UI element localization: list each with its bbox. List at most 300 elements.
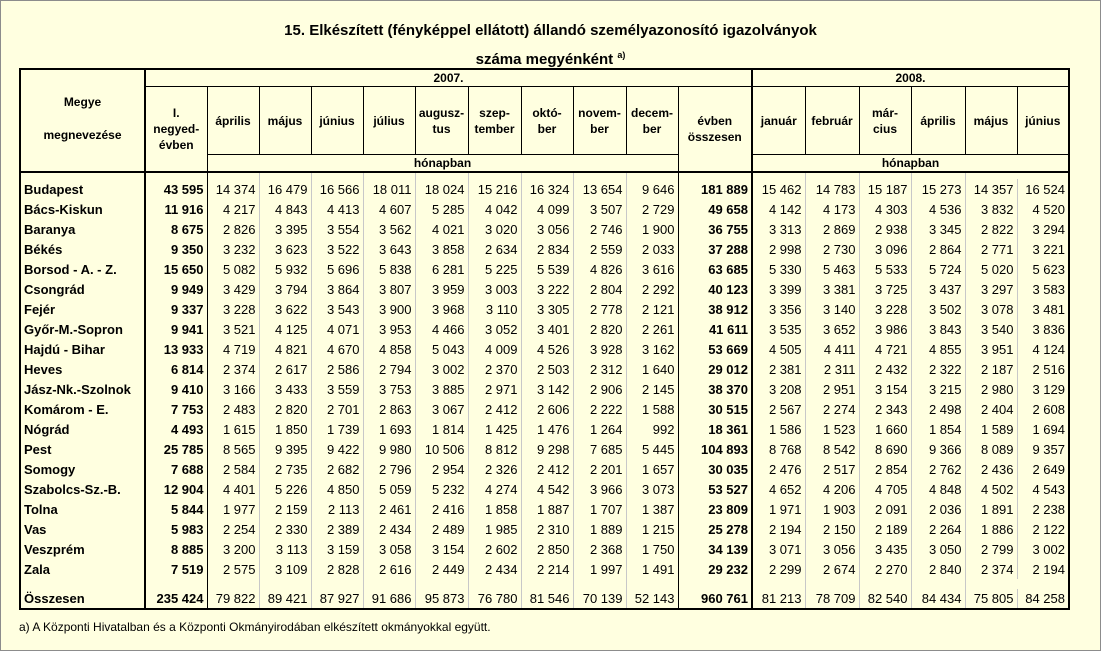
month-value-2007: 3 067 (415, 399, 468, 419)
month-value-2008: 3 050 (911, 539, 965, 559)
month-header-2007 (626, 87, 678, 155)
month-value-2007: 3 228 (207, 299, 259, 319)
spacer-cell (965, 172, 1017, 179)
month-value-2007: 15 216 (468, 179, 521, 199)
month-value-2007: 2 850 (521, 539, 573, 559)
county-name: Győr-M.-Sopron (20, 319, 145, 339)
month-value-2008: 4 505 (768, 341, 802, 357)
county-name: Hajdú - Bihar (20, 339, 145, 359)
q1-value: 235 424 (145, 589, 207, 609)
header-text-line: I. (172, 106, 180, 120)
month-value-2007: 3 522 (311, 239, 363, 259)
month-value-2007: 4 526 (521, 339, 573, 359)
month-value-2007: 4 670 (311, 339, 363, 359)
month-value-2008: 2 674 (805, 559, 859, 579)
q1-header (145, 87, 207, 173)
month-value-2007: 9 646 (626, 179, 678, 199)
month-value-2007: 3 794 (259, 279, 311, 299)
month-value-2008: 3 096 (859, 239, 911, 259)
header-row-months (20, 87, 1069, 155)
month-value-2008: 9 366 (911, 439, 965, 459)
month-value-2007: 2 735 (259, 459, 311, 479)
month-value-2007: 2 606 (521, 399, 573, 419)
month-value-2008: 3 583 (1017, 279, 1069, 299)
page-title (0, 18, 1101, 72)
month-value-2007: 13 654 (573, 179, 626, 199)
month-value-2007: 3 003 (468, 279, 521, 299)
month-value-2007: 3 623 (259, 239, 311, 259)
spacer-cell (415, 172, 468, 179)
month-value-2007: 1 887 (521, 499, 573, 519)
q1-value: 9 941 (170, 321, 204, 337)
month-value-2007: 4 858 (363, 339, 415, 359)
month-value-2008: 2 264 (911, 519, 965, 539)
month-value-2007: 3 073 (626, 479, 678, 499)
month-value-2007: 5 932 (259, 259, 311, 279)
month-value-2007: 3 058 (363, 539, 415, 559)
q1-value: 9 337 (170, 301, 204, 317)
month-value-2007: 3 543 (311, 299, 363, 319)
header-text-line: április (920, 113, 956, 128)
month-value-2007: 3 166 (207, 379, 259, 399)
month-value-2008: 2 649 (1017, 459, 1069, 479)
month-value-2007: 2 820 (573, 319, 626, 339)
month-header-2007 (259, 87, 311, 155)
month-value-2007: 1 215 (626, 519, 678, 539)
month-value-2007: 3 807 (363, 279, 415, 299)
month-value-2007: 4 719 (207, 339, 259, 359)
month-value-2008: 2 311 (805, 359, 859, 379)
spacer-cell (678, 579, 752, 589)
month-header-2007 (468, 87, 521, 155)
month-value-2007: 2 145 (626, 379, 678, 399)
month-value-2008: 4 206 (805, 479, 859, 499)
year-2007-header: 2007. (145, 69, 752, 87)
county-name: Pest (20, 439, 145, 459)
month-value-2008: 2 432 (859, 359, 911, 379)
month-value-2007: 4 826 (573, 259, 626, 279)
month-value-2008: 4 520 (1017, 199, 1069, 219)
header-text-line: decem- (630, 105, 674, 120)
q1-value: 9 410 (170, 381, 204, 397)
spacer-cell (311, 579, 363, 589)
month-value-2007: 52 143 (626, 589, 678, 609)
q1-value: 4 493 (170, 421, 204, 437)
year-total-value: 29 012 (678, 359, 752, 379)
month-value-2007: 2 778 (573, 299, 626, 319)
month-value-2007: 3 968 (415, 299, 468, 319)
county-name: Csongrád (20, 279, 145, 299)
month-value-2007: 2 826 (207, 219, 259, 239)
data-table (19, 68, 1070, 610)
month-header-2008 (911, 87, 965, 155)
month-value-2007: 1 588 (626, 399, 678, 419)
month-value-2007: 3 959 (415, 279, 468, 299)
month-value-2008: 14 357 (965, 179, 1017, 199)
q1-value: 13 933 (163, 341, 204, 357)
month-value-2008: 2 476 (768, 461, 802, 477)
header-text-line: ber (642, 121, 662, 136)
month-value-2008: 3 215 (911, 379, 965, 399)
month-value-2007: 7 685 (573, 439, 626, 459)
spacer-cell (805, 172, 859, 179)
month-value-2008: 2 869 (805, 219, 859, 239)
month-value-2007: 3 109 (259, 559, 311, 579)
month-value-2008: 4 848 (911, 479, 965, 499)
month-value-2008: 8 089 (965, 439, 1017, 459)
month-value-2007: 2 834 (521, 239, 573, 259)
month-value-2007: 89 421 (259, 589, 311, 609)
spacer-cell (859, 579, 911, 589)
title-line-1: 15. Elkészített (fényképpel ellátott) állandó személyazonosító igazolványok (284, 22, 817, 39)
spacer-cell (911, 579, 965, 589)
month-value-2007: 3 507 (573, 199, 626, 219)
month-value-2007: 2 682 (311, 459, 363, 479)
spacer-cell (363, 172, 415, 179)
month-value-2007: 2 804 (573, 279, 626, 299)
month-value-2008: 3 071 (768, 541, 802, 557)
month-value-2008: 5 330 (768, 261, 802, 277)
month-header-2008 (859, 87, 911, 155)
month-value-2008: 3 313 (768, 221, 802, 237)
header-text-line: évben (158, 138, 194, 152)
header-text-line: április (215, 113, 251, 128)
month-value-2007: 3 305 (521, 299, 573, 319)
month-value-2008: 2 517 (805, 459, 859, 479)
month-header-2007 (363, 87, 415, 155)
header-text-line: összesen (687, 130, 742, 144)
month-value-2007: 4 042 (468, 199, 521, 219)
month-value-2008: 3 535 (768, 321, 802, 337)
spacer-cell (259, 172, 311, 179)
spacer-cell (752, 172, 805, 179)
month-value-2007: 2 796 (363, 459, 415, 479)
month-value-2007: 3 429 (207, 279, 259, 299)
month-value-2007: 3 643 (363, 239, 415, 259)
month-value-2007: 2 310 (521, 519, 573, 539)
month-value-2007: 3 052 (468, 319, 521, 339)
month-value-2007: 2 033 (626, 239, 678, 259)
county-name: Budapest (20, 179, 145, 199)
q1-value: 12 904 (163, 481, 204, 497)
month-value-2007: 95 873 (415, 589, 468, 609)
month-value-2008: 1 891 (965, 499, 1017, 519)
month-value-2008: 15 187 (859, 179, 911, 199)
year-total-value: 40 123 (678, 279, 752, 299)
month-value-2008: 4 142 (768, 201, 802, 217)
month-value-2007: 1 615 (207, 419, 259, 439)
month-value-2007: 4 401 (207, 479, 259, 499)
month-value-2008: 2 799 (965, 539, 1017, 559)
megye-label: Megye (63, 95, 102, 109)
month-value-2008: 16 524 (1017, 179, 1069, 199)
month-value-2008: 2 194 (768, 521, 802, 537)
month-value-2008: 3 843 (911, 319, 965, 339)
spacer-cell (468, 172, 521, 179)
header-text-line: szep- (479, 105, 510, 120)
month-value-2008: 3 836 (1017, 319, 1069, 339)
month-value-2008: 5 724 (911, 259, 965, 279)
month-value-2007: 2 701 (311, 399, 363, 419)
month-value-2007: 2 121 (626, 299, 678, 319)
month-value-2007: 5 225 (468, 259, 521, 279)
month-value-2007: 1 425 (468, 419, 521, 439)
q1-value: 43 595 (163, 181, 204, 197)
month-value-2007: 1 264 (573, 419, 626, 439)
spacer-cell (573, 172, 626, 179)
month-value-2007: 3 200 (207, 539, 259, 559)
month-value-2007: 5 539 (521, 259, 573, 279)
month-value-2008: 1 589 (965, 419, 1017, 439)
month-value-2007: 4 850 (311, 479, 363, 499)
month-value-2008: 2 951 (805, 379, 859, 399)
county-name: Somogy (20, 459, 145, 479)
year-total-value: 36 755 (678, 219, 752, 239)
county-name: Jász-Nk.-Szolnok (20, 379, 145, 399)
spacer-cell (415, 579, 468, 589)
month-value-2008: 3 437 (911, 279, 965, 299)
spacer-cell (573, 579, 626, 589)
month-value-2007: 87 927 (311, 589, 363, 609)
month-value-2007: 4 821 (259, 339, 311, 359)
table-row (20, 559, 1069, 579)
month-value-2007: 3 401 (521, 319, 573, 339)
month-value-2008: 3 832 (965, 199, 1017, 219)
month-value-2007: 91 686 (363, 589, 415, 609)
month-value-2008: 2 091 (859, 499, 911, 519)
month-value-2007: 1 693 (363, 419, 415, 439)
county-name: Baranya (20, 219, 145, 239)
month-value-2007: 79 822 (207, 589, 259, 609)
month-value-2007: 1 858 (468, 499, 521, 519)
month-value-2007: 2 794 (363, 359, 415, 379)
header-text-line: augusz- (418, 105, 465, 120)
month-value-2007: 5 226 (259, 479, 311, 499)
month-value-2008: 3 297 (965, 279, 1017, 299)
month-value-2007: 3 162 (626, 339, 678, 359)
spacer-cell (468, 579, 521, 589)
header-text-line: tus (432, 121, 451, 136)
month-value-2007: 16 479 (259, 179, 311, 199)
month-value-2008: 3 140 (805, 299, 859, 319)
month-value-2007: 2 261 (626, 319, 678, 339)
header-text-line: június (1025, 113, 1061, 128)
county-name: Bács-Kiskun (20, 199, 145, 219)
month-value-2007: 2 434 (468, 559, 521, 579)
month-value-2007: 2 489 (415, 519, 468, 539)
month-value-2007: 3 554 (311, 219, 363, 239)
month-value-2007: 2 906 (573, 379, 626, 399)
month-value-2007: 2 222 (573, 399, 626, 419)
table-row (20, 199, 1069, 219)
month-value-2007: 5 838 (363, 259, 415, 279)
spacer-cell (1017, 172, 1069, 179)
month-value-2007: 4 021 (415, 219, 468, 239)
spacer-cell (521, 579, 573, 589)
month-value-2008: 2 189 (859, 519, 911, 539)
month-value-2007: 3 142 (521, 379, 573, 399)
month-value-2007: 4 071 (311, 319, 363, 339)
month-value-2007: 3 159 (311, 539, 363, 559)
month-value-2007: 1 491 (626, 559, 678, 579)
month-value-2008: 3 056 (805, 539, 859, 559)
month-value-2007: 3 113 (259, 539, 311, 559)
table-row (20, 239, 1069, 259)
month-value-2008: 4 536 (911, 199, 965, 219)
month-value-2008: 2 762 (911, 459, 965, 479)
header-text-line: novem- (578, 105, 621, 120)
month-value-2007: 16 324 (521, 179, 573, 199)
table-row (20, 319, 1069, 339)
month-value-2007: 2 201 (573, 459, 626, 479)
month-value-2008: 2 938 (859, 219, 911, 239)
month-value-2008: 4 705 (859, 479, 911, 499)
month-value-2008: 2 374 (965, 559, 1017, 579)
month-value-2007: 1 657 (626, 459, 678, 479)
year-total-value: 49 658 (678, 199, 752, 219)
month-value-2007: 3 858 (415, 239, 468, 259)
month-value-2008: 3 652 (805, 319, 859, 339)
header-text-line: tember (474, 121, 515, 136)
spacer-cell (805, 579, 859, 589)
county-name: Fejér (20, 299, 145, 319)
year-total-value: 23 809 (678, 499, 752, 519)
month-value-2008: 2 516 (1017, 359, 1069, 379)
q1-value: 11 916 (164, 201, 204, 217)
spacer-row (20, 579, 1069, 589)
month-value-2008: 2 771 (965, 239, 1017, 259)
month-value-2008: 2 840 (911, 559, 965, 579)
table-row (20, 219, 1069, 239)
month-value-2008: 9 357 (1017, 439, 1069, 459)
spacer-cell (259, 579, 311, 589)
month-value-2007: 3 622 (259, 299, 311, 319)
month-value-2007: 2 214 (521, 559, 573, 579)
month-value-2008: 3 002 (1017, 539, 1069, 559)
month-value-2008: 75 805 (965, 589, 1017, 609)
q1-value: 9 350 (170, 241, 204, 257)
header-text-line: cius (872, 121, 897, 136)
header-text-line: ber (590, 121, 609, 136)
spacer-cell (20, 172, 145, 179)
month-value-2008: 4 721 (859, 339, 911, 359)
q1-value: 15 650 (163, 261, 204, 277)
header-text-line: május (267, 113, 303, 128)
month-value-2007: 2 746 (573, 219, 626, 239)
month-value-2007: 4 607 (363, 199, 415, 219)
month-value-2007: 3 753 (363, 379, 415, 399)
spacer-cell (311, 172, 363, 179)
month-value-2008: 3 725 (859, 279, 911, 299)
month-value-2007: 3 559 (311, 379, 363, 399)
month-value-2007: 1 997 (573, 559, 626, 579)
month-value-2008: 2 998 (768, 241, 802, 257)
table-row (20, 279, 1069, 299)
month-value-2007: 8 565 (207, 439, 259, 459)
month-header-2007 (311, 87, 363, 155)
year-total-value: 41 611 (678, 319, 752, 339)
month-value-2008: 2 343 (859, 399, 911, 419)
month-value-2008: 4 855 (911, 339, 965, 359)
month-value-2007: 3 232 (207, 239, 259, 259)
month-value-2007: 9 395 (259, 439, 311, 459)
month-value-2007: 2 634 (468, 239, 521, 259)
year-total-value: 181 889 (678, 179, 752, 199)
header-text-line: július (373, 113, 405, 128)
month-header-2008 (752, 87, 805, 155)
month-value-2007: 9 298 (521, 439, 573, 459)
month-value-2008: 2 270 (859, 559, 911, 579)
table-row (20, 419, 1069, 439)
month-value-2008: 2 436 (965, 459, 1017, 479)
county-name: Nógrád (20, 419, 145, 439)
spacer-cell (965, 579, 1017, 589)
month-value-2008: 4 652 (768, 481, 802, 497)
month-value-2008: 1 903 (805, 499, 859, 519)
month-value-2008: 3 078 (965, 299, 1017, 319)
q1-value: 7 753 (170, 401, 204, 417)
header-text-line: május (973, 113, 1009, 128)
q1-value: 6 814 (170, 361, 204, 377)
table-row (20, 459, 1069, 479)
month-value-2007: 3 966 (573, 479, 626, 499)
month-value-2007: 1 850 (259, 419, 311, 439)
county-name: Vas (20, 519, 145, 539)
month-value-2007: 4 274 (468, 479, 521, 499)
month-value-2007: 2 586 (311, 359, 363, 379)
county-name: Békés (20, 239, 145, 259)
month-value-2007: 1 476 (521, 419, 573, 439)
header-text-line: már- (871, 105, 898, 120)
month-value-2007: 5 696 (311, 259, 363, 279)
month-value-2008: 15 273 (911, 179, 965, 199)
month-value-2007: 8 812 (468, 439, 521, 459)
month-value-2007: 4 217 (207, 199, 259, 219)
year-total-value: 25 278 (678, 519, 752, 539)
month-value-2007: 5 232 (415, 479, 468, 499)
spacer-row (20, 172, 1069, 179)
month-value-2007: 2 584 (207, 459, 259, 479)
year-total-value: 38 912 (678, 299, 752, 319)
month-value-2007: 3 616 (626, 259, 678, 279)
month-value-2008: 4 303 (859, 199, 911, 219)
month-value-2008: 15 462 (761, 181, 802, 197)
month-value-2008: 1 886 (965, 519, 1017, 539)
month-value-2008: 3 540 (965, 319, 1017, 339)
month-value-2008: 8 768 (768, 441, 802, 457)
month-value-2008: 8 690 (859, 439, 911, 459)
q1-value: 8 675 (170, 221, 204, 237)
month-value-2007: 2 113 (311, 499, 363, 519)
header-text-line: január (760, 113, 797, 128)
month-value-2007: 1 739 (311, 419, 363, 439)
month-value-2007: 2 370 (468, 359, 521, 379)
spacer-cell (1017, 579, 1069, 589)
month-value-2008: 2 036 (911, 499, 965, 519)
county-name: Összesen (20, 589, 145, 609)
month-header-2008 (1017, 87, 1069, 155)
megnevezese-label: megnevezése (43, 128, 122, 142)
month-value-2008: 2 122 (1017, 519, 1069, 539)
month-value-2007: 1 814 (415, 419, 468, 439)
month-value-2008: 84 434 (911, 589, 965, 609)
spacer-cell (859, 172, 911, 179)
month-value-2008: 5 463 (805, 259, 859, 279)
month-value-2007: 5 285 (415, 199, 468, 219)
county-name: Tolna (20, 499, 145, 519)
month-value-2008: 3 502 (911, 299, 965, 319)
month-value-2007: 2 954 (415, 459, 468, 479)
